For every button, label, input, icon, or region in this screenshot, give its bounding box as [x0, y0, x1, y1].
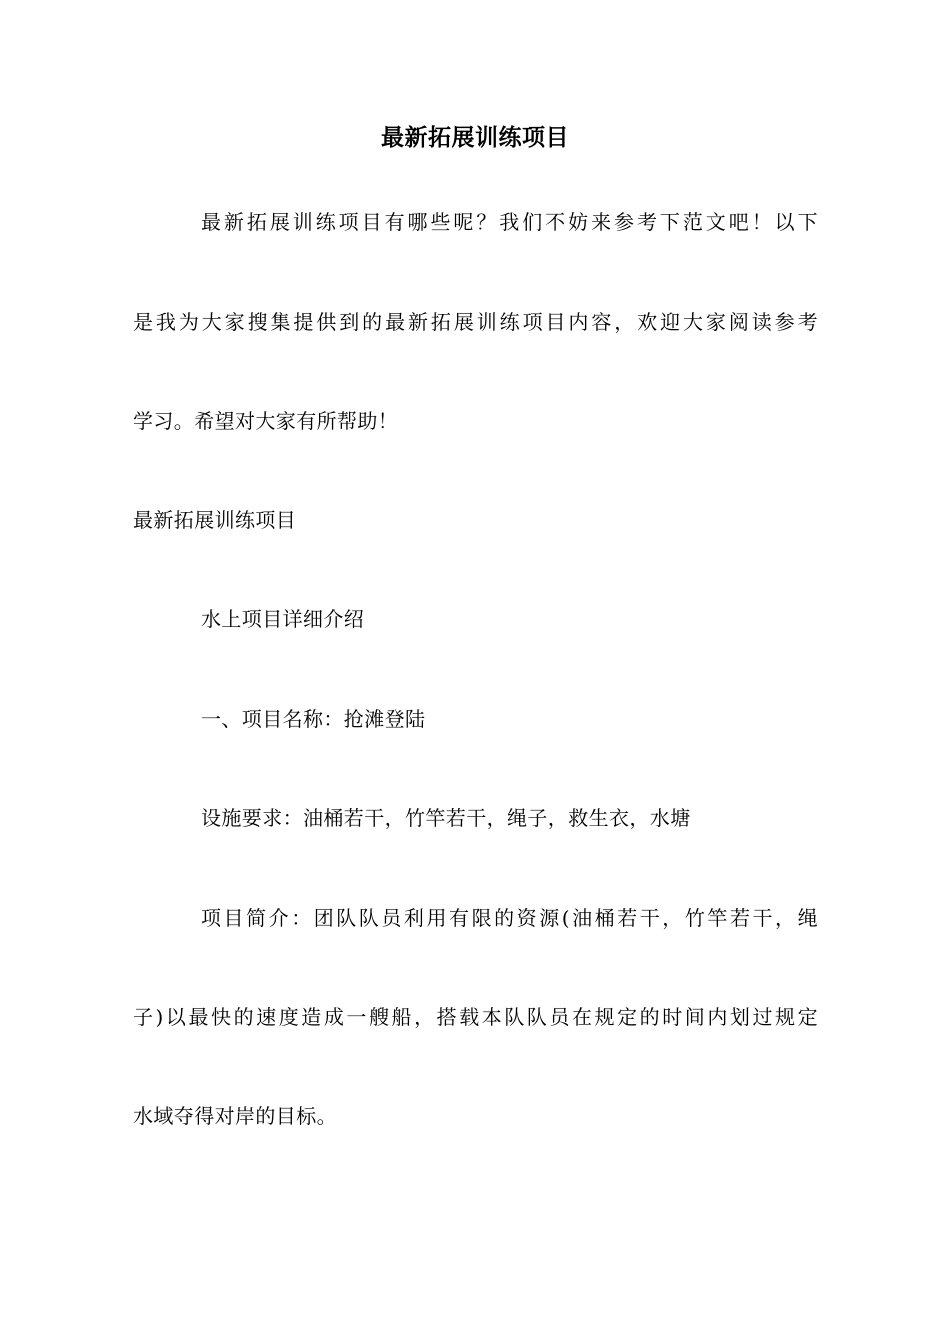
- item-name-line: 一、项目名称：抢滩登陆: [201, 707, 426, 731]
- paragraph-line: 项目简介：团队队员利用有限的资源(油桶若干，竹竿若干，绳: [201, 906, 818, 930]
- paragraph-line: 子)以最快的速度造成一艘船，搭载本队队员在规定的时间内划过规定: [133, 1005, 818, 1029]
- section-heading: 最新拓展训练项目: [133, 508, 297, 532]
- document-title: 最新拓展训练项目: [381, 125, 569, 151]
- paragraph-line: 是我为大家搜集提供到的最新拓展训练项目内容，欢迎大家阅读参考: [133, 310, 818, 334]
- facility-requirements-line: 设施要求：油桶若干，竹竿若干，绳子，救生衣，水塘: [201, 806, 691, 830]
- paragraph-line: 水域夺得对岸的目标。: [133, 1104, 337, 1128]
- paragraph-line: 学习。希望对大家有所帮助！: [133, 409, 399, 433]
- subsection-heading: 水上项目详细介绍: [201, 607, 365, 631]
- paragraph-line: 最新拓展训练项目有哪些呢？我们不妨来参考下范文吧！以下: [201, 210, 818, 234]
